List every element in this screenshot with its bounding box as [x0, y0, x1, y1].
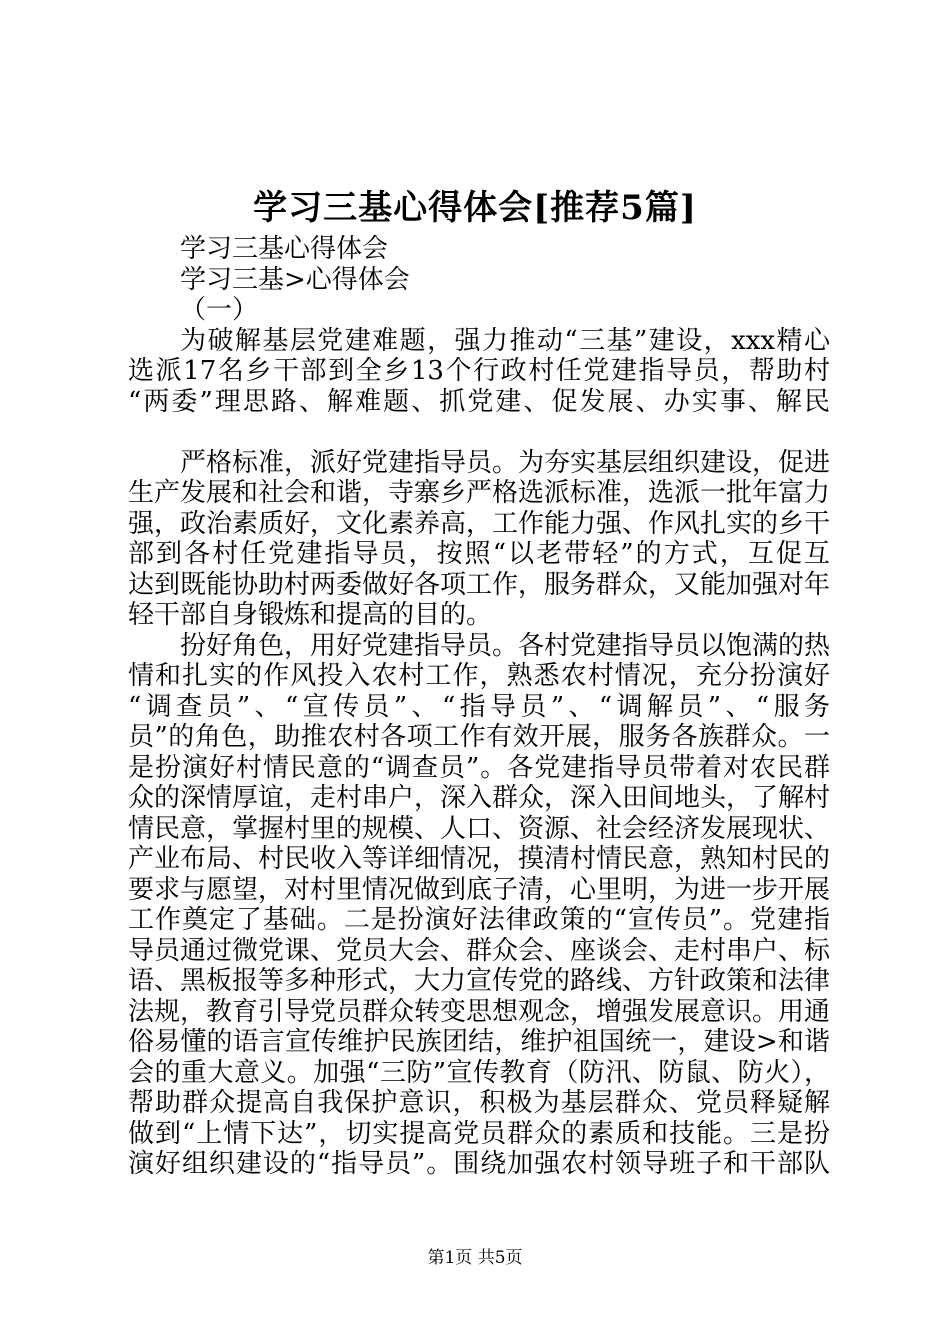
text-line: 员”的角色，助推农村各项工作有效开展，服务各族群众。一	[128, 722, 830, 752]
text-line: “两委”理思路、解难题、抓党建、促发展、办实事、解民	[128, 386, 830, 417]
text-line: “调查员”、“宣传员”、“指导员”、“调解员”、“服务	[128, 691, 830, 722]
text-line: 要求与愿望，对村里情况做到底子清，心里明，为进一步开展	[128, 874, 830, 905]
document-body	[128, 234, 830, 1180]
text-line: 俗易懂的语言宣传维护民族团结，维护祖国统一，建设>和谐	[128, 1027, 830, 1057]
text-line: 做到“上情下达”，切实提高党员群众的素质和技能。三是扮	[128, 1118, 830, 1149]
subtitle-line: 学习三基>心得体会	[180, 264, 410, 295]
page-footer: 第1页 共5页	[427, 1248, 523, 1268]
text-line: 达到既能协助村两委做好各项工作，服务群众，又能加强对年	[128, 569, 830, 600]
text-line: 轻干部自身锻炼和提高的目的。	[128, 600, 493, 630]
text-line: 工作奠定了基础。二是扮演好法律政策的“宣传员”。党建指	[128, 905, 830, 935]
text-line: 部到各村任党建指导员，按照“以老带轻”的方式，互促互	[128, 539, 830, 569]
text-line: 导员通过微党课、党员大会、群众会、座谈会、走村串户、标	[128, 935, 830, 966]
section-heading: （一）	[180, 295, 259, 325]
text-line: 选派17名乡干部到全乡13个行政村任党建指导员，帮助村	[128, 356, 830, 386]
text-line: 扮好角色，用好党建指导员。各村党建指导员以饱满的热	[180, 630, 830, 661]
text-line: 强，政治素质好，文化素养高，工作能力强、作风扎实的乡干	[128, 508, 830, 539]
text-line: 演好组织建设的“指导员”。围绕加强农村领导班子和干部队	[128, 1149, 830, 1179]
text-line: 法规，教育引导党员群众转变思想观念，增强发展意识。用通	[128, 996, 830, 1027]
text-line: 生产发展和社会和谐，寺寨乡严格选派标准，选派一批年富力	[128, 478, 830, 508]
page-title: 学习三基心得体会[推荐5篇]	[253, 188, 697, 228]
text-line: 产业布局、村民收入等详细情况，摸清村情民意，熟知村民的	[128, 844, 830, 874]
text-line: 众的深情厚谊，走村串户，深入群众，深入田间地头，了解村	[128, 783, 830, 813]
text-line: 语、黑板报等多种形式，大力宣传党的路线、方针政策和法律	[128, 966, 830, 996]
blank-line	[128, 417, 830, 448]
text-line: 为破解基层党建难题，强力推动“三基”建设，xxx精心	[180, 325, 830, 356]
text-line: 会的重大意义。加强“三防”宣传教育（防汛、防鼠、防火），	[128, 1057, 830, 1088]
text-line: 帮助群众提高自我保护意识，积极为基层群众、党员释疑解	[128, 1088, 830, 1118]
subtitle-line: 学习三基心得体会	[180, 234, 389, 264]
text-line: 严格标准，派好党建指导员。为夯实基层组织建设，促进	[180, 447, 830, 478]
text-line: 是扮演好村情民意的“调查员”。各党建指导员带着对农民群	[128, 752, 830, 783]
text-line: 情民意，掌握村里的规模、人口、资源、社会经济发展现状、	[128, 813, 830, 844]
text-line: 情和扎实的作风投入农村工作，熟悉农村情况，充分扮演好	[128, 661, 830, 691]
